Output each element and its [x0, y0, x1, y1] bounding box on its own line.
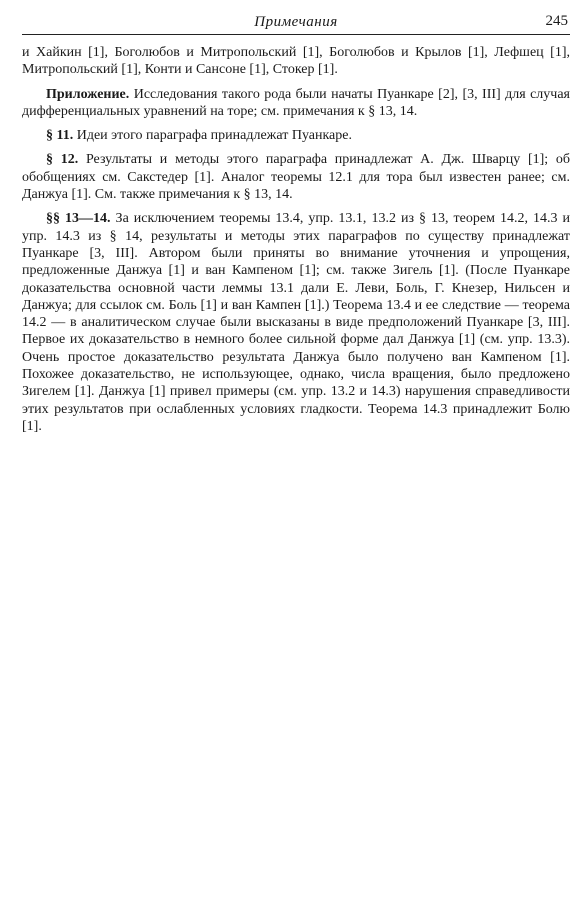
- paragraph-sections-13-14: [22, 210, 570, 435]
- paragraph-lead: Приложение.: [46, 86, 130, 102]
- paragraph-section-12: [22, 151, 570, 203]
- running-title: Примечания: [254, 14, 338, 30]
- paragraph-appendix: [22, 86, 570, 121]
- paragraph-text: Исследования такого рода были начаты Пуанкаре [2], [3, III] для случая дифференциальных уравнений на торе; см. примечания к § 13, 14.: [22, 86, 570, 119]
- paragraph-text: и Хайкин [1], Боголюбов и Митропольский [1], Боголюбов и Крылов [1], Лефшец [1], Митропольский [1], Конти и Сансоне [1], Стокер [1].: [22, 45, 570, 78]
- paragraph-section-11: [22, 127, 570, 144]
- page-number: 245: [545, 13, 568, 29]
- paragraph-lead: § 11.: [46, 128, 74, 144]
- paragraph-continuation: [22, 44, 570, 79]
- paragraph-text: Результаты и методы этого параграфа принадлежат А. Дж. Шварцу [1]; об обобщениях см. Сакстедер [1]. Аналог теоремы 12.1 для тора был известен ранее; см. Данжуа [1]. См. также примечания к § 13, 14.: [22, 152, 570, 203]
- paragraph-lead: § 12.: [46, 152, 79, 168]
- notes-body: [22, 44, 570, 442]
- paragraph-lead: §§ 13—14.: [46, 211, 111, 227]
- paragraph-text: За исключением теоремы 13.4, упр. 13.1, 13.2 из § 13, теорем 14.2, 14.3 и упр. 14.3 из § 14, результаты и методы этих параграфов по существу принадлежат Пуанкаре [3, III]. Автором были приняты во внимание уточнения и упрощения, предложенные Данжуа [1] и ван Кампеном [1]; см. также Зигель [1]. (После Пуанкаре доказательства основной части леммы 13.1 дали Е. Леви, Боль, Г. Кнезер, Нильсен и Данжуа; для ссылок см. Боль [1] и ван Кампен [1].) Теорема 13.4 и ее следствие — теорема 14.2 — в аналитическом случае были высказаны в виде предположений Пуанкаре [3, III]. Первое их доказательство в немного более сильной форме дал Данжуа [1] (см. упр. 13.3). Очень простое доказательство результата Данжуа было получено ван Кампеном [1]. Похожее доказательство, не использующее, однако, числа вращения, было предложено Зигелем [1]. Данжуа [1] привел примеры (см. упр. 13.2 и 14.3) нарушения справедливости этих результатов при ослабленных условиях гладкости. Теорема 14.3 принадлежит Болю [1].: [22, 211, 571, 434]
- paragraph-text: Идеи этого параграфа принадлежат Пуанкаре.: [73, 128, 352, 144]
- running-head: [22, 10, 570, 35]
